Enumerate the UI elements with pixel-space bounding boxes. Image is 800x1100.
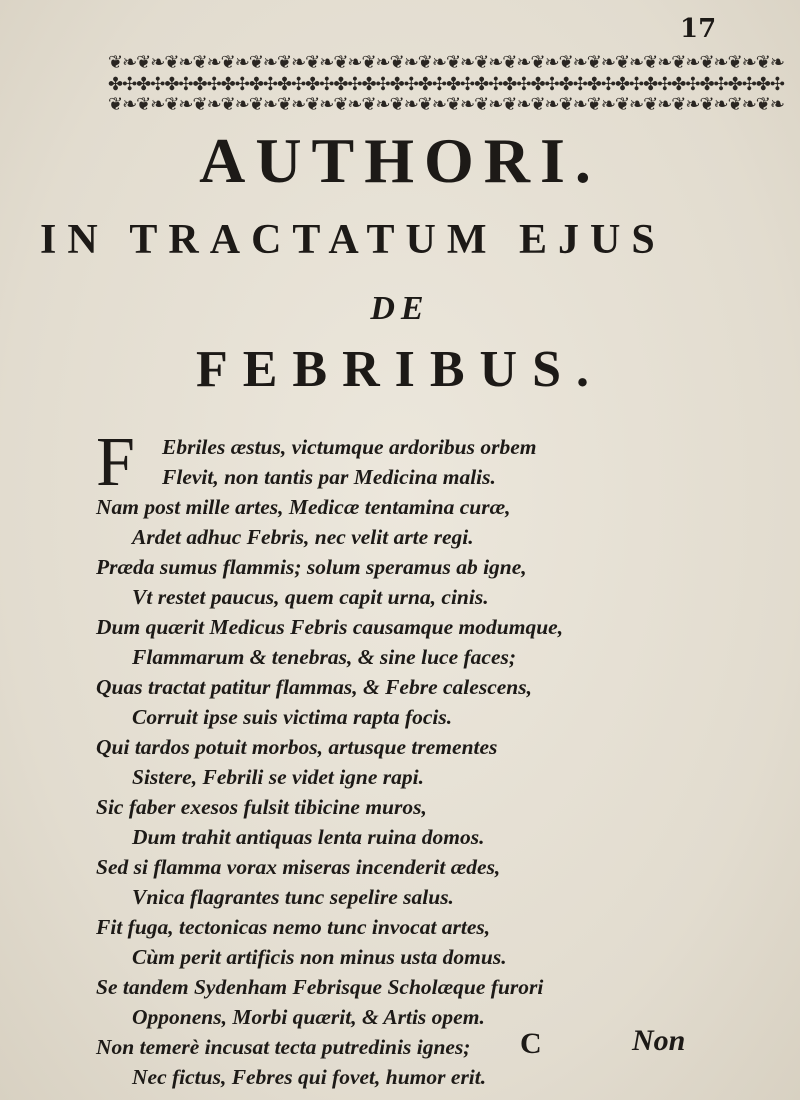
page-number: 17: [680, 14, 717, 44]
poem-line: Vt restet paucus, quem capit urna, cinis.: [132, 585, 489, 609]
poem-line: Vnica flagrantes tunc sepelire salus.: [132, 885, 454, 909]
poem-line: Ebriles æstus, victumque ardoribus orbem: [162, 435, 537, 459]
signature-mark: C: [520, 1027, 542, 1060]
poem-line: Qui tardos potuit morbos, artusque trementes: [96, 735, 498, 759]
poem-line: Nam post mille artes, Medicæ tentamina curæ,: [96, 495, 511, 519]
ornament-row: ❦❧❦❧❦❧❦❧❦❧❦❧❦❧❦❧❦❧❦❧❦❧❦❧❦❧❦❧❦❧❦❧❦❧❦❧❦❧❦❧❦❧❦❧❦❧❦❧: [108, 94, 784, 115]
poem-line: Opponens, Morbi quærit, & Artis opem.: [132, 1005, 485, 1029]
poem-line: Cùm perit artificis non minus usta domus.: [132, 945, 507, 969]
poem-body: [96, 424, 736, 1092]
poem-line: Fit fuga, tectonicas nemo tunc invocat artes,: [96, 915, 491, 939]
ornament-row: ✤✣✤✣✤✣✤✣✤✣✤✣✤✣✤✣✤✣✤✣✤✣✤✣✤✣✤✣✤✣✤✣✤✣✤✣✤✣✤✣✤✣✤✣✤✣✤✣: [108, 74, 784, 95]
poem-line: Se tandem Sydenham Febrisque Scholæque furori: [96, 975, 544, 999]
drop-cap: F: [96, 424, 135, 501]
title-de: DE: [370, 290, 430, 327]
title-authori: AUTHORI.: [199, 125, 601, 196]
poem-line: Sistere, Febrili se videt igne rapi.: [132, 765, 425, 789]
poem-line: Dum trahit antiquas lenta ruina domos.: [132, 825, 485, 849]
poem-line: Dum quærit Medicus Febris causamque modumque,: [96, 615, 564, 639]
poem-line: Sic faber exesos fulsit tibicine muros,: [96, 795, 427, 819]
poem-line: Non temerè incusat tecta putredinis ignes;: [96, 1035, 471, 1059]
catchword: Non: [632, 1024, 686, 1057]
poem-line: Corruit ipse suis victima rapta focis.: [132, 705, 453, 729]
poem-line: Præda sumus flammis; solum speramus ab igne,: [96, 555, 527, 579]
ornament-band-bottom: [108, 94, 784, 116]
poem-line: Nec fictus, Febres qui fovet, humor erit.: [132, 1065, 487, 1089]
poem-line: Quas tractat patitur flammas, & Febre calescens,: [96, 675, 532, 699]
poem-line: Sed si flamma vorax miseras incenderit ædes,: [96, 855, 501, 879]
ornament-band-middle: [108, 74, 784, 95]
ornament-row: ❦❧❦❧❦❧❦❧❦❧❦❧❦❧❦❧❦❧❦❧❦❧❦❧❦❧❦❧❦❧❦❧❦❧❦❧❦❧❦❧❦❧❦❧❦❧❦❧: [108, 52, 784, 73]
title-in-tractatum: IN TRACTATUM EJUS: [40, 217, 666, 263]
poem-line: Flevit, non tantis par Medicina malis.: [162, 465, 496, 489]
ornament-band-top: [108, 52, 784, 74]
poem-line: Flammarum & tenebras, & sine luce faces;: [132, 645, 517, 669]
poem-line: Ardet adhuc Febris, nec velit arte regi.: [132, 525, 474, 549]
title-febribus: FEBRIBUS.: [195, 341, 605, 398]
